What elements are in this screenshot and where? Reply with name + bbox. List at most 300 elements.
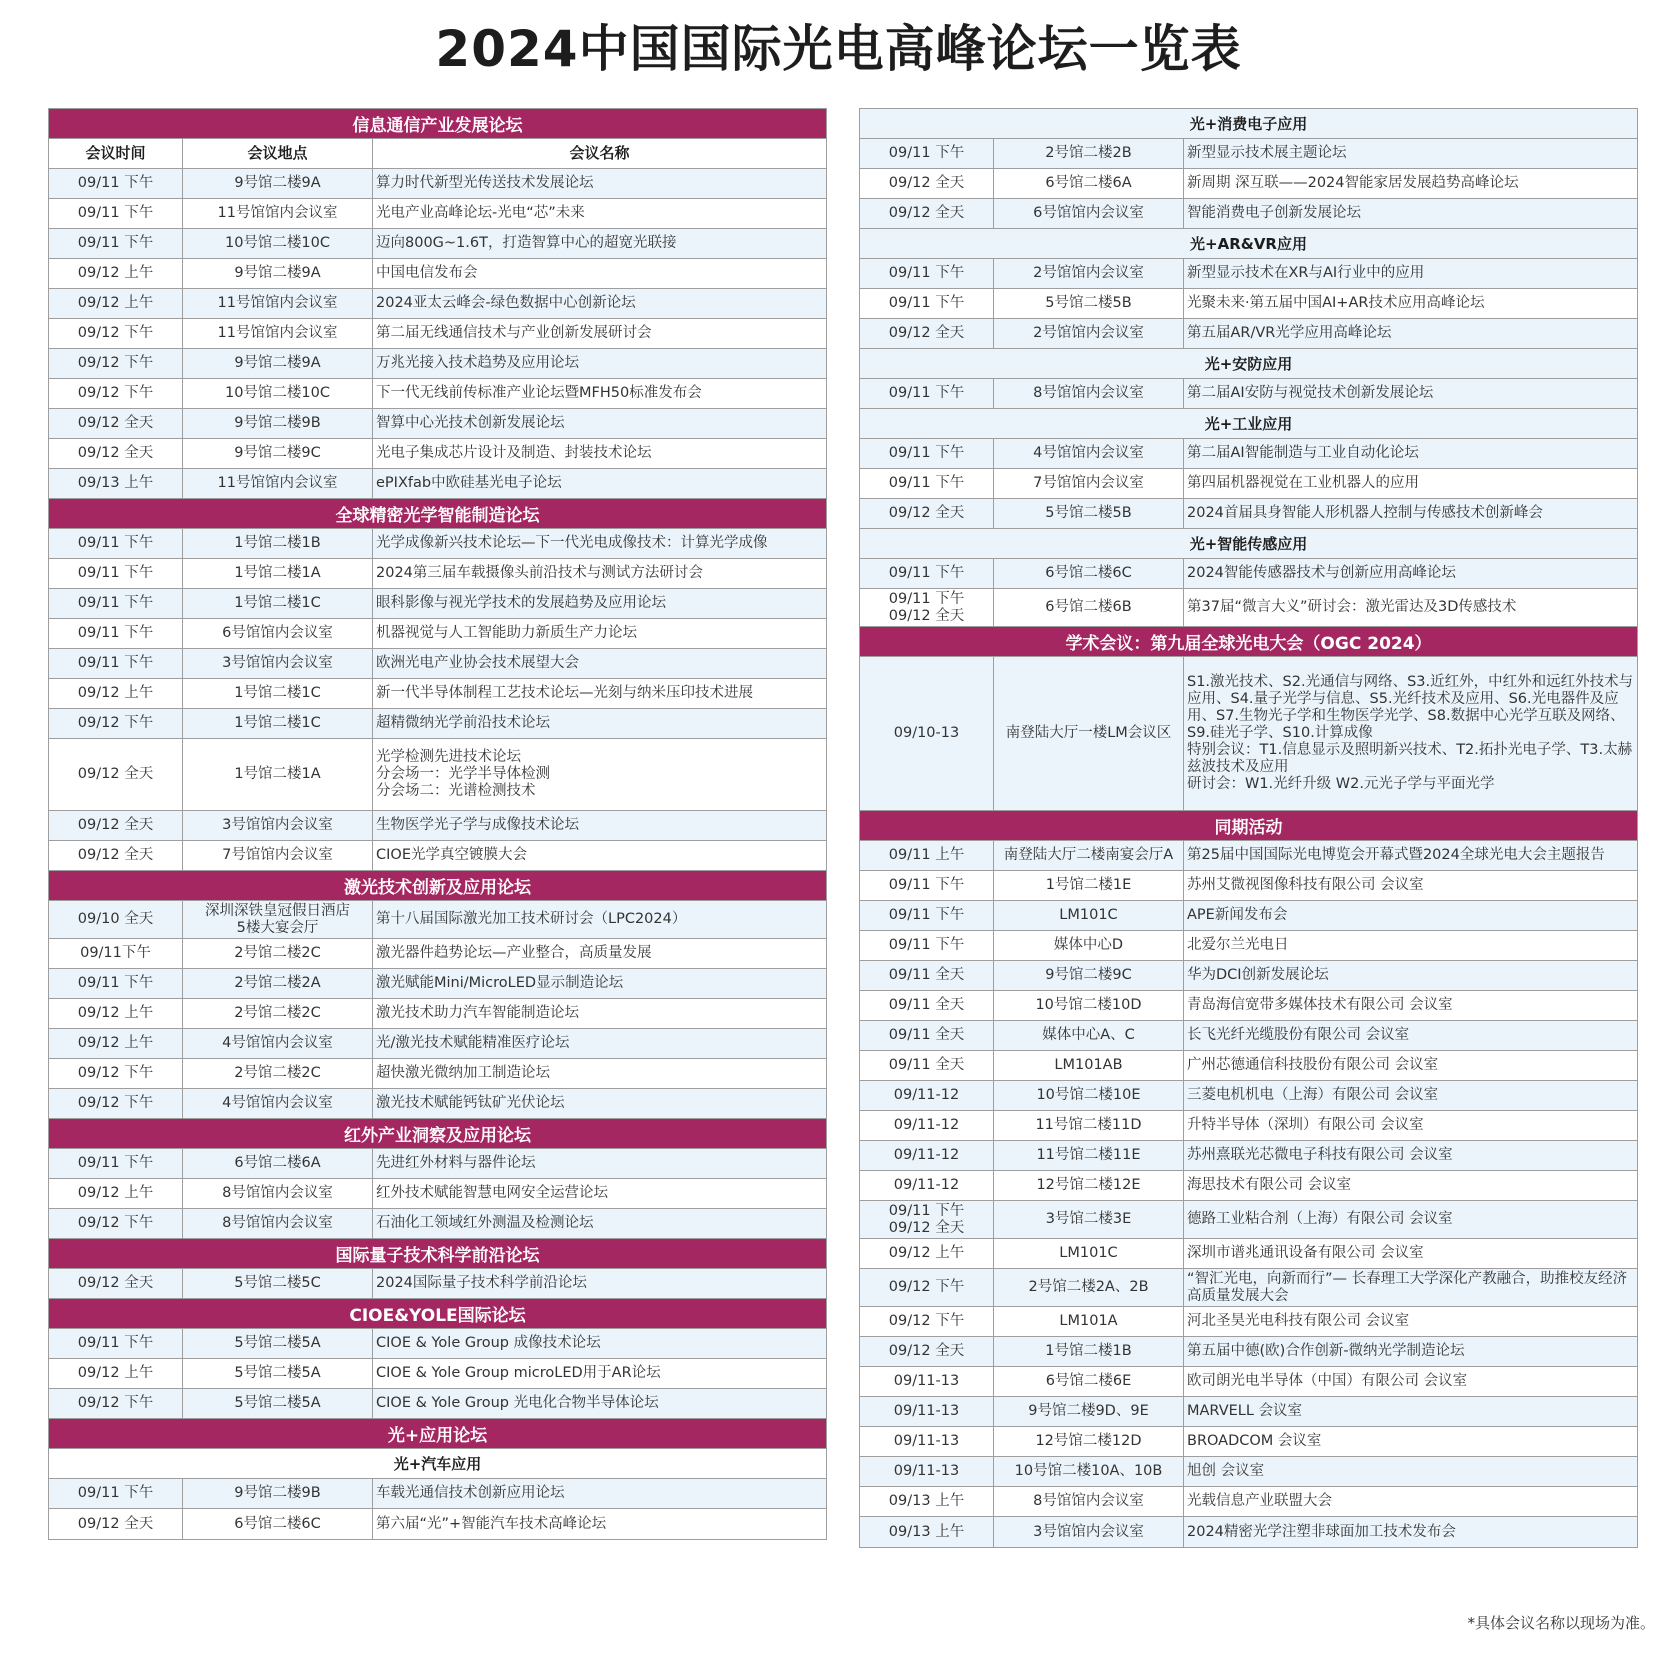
table-row — [49, 649, 826, 679]
meeting-name: 苏州艾微视图像科技有限公司 会议室 — [1187, 877, 1424, 893]
meeting-name: 智能消费电子创新发展论坛 — [1187, 205, 1361, 221]
table-row — [860, 259, 1637, 289]
meeting-location: LM101AB — [994, 1051, 1184, 1080]
table-row — [860, 931, 1637, 961]
meeting-name: 广州芯德通信科技股份有限公司 会议室 — [1187, 1057, 1439, 1073]
section-title: 国际量子技术科学前沿论坛 — [335, 1246, 540, 1266]
table-row — [860, 499, 1637, 529]
table-row — [860, 289, 1637, 319]
meeting-location: 1号馆二楼1C — [183, 709, 373, 738]
table-row — [860, 901, 1637, 931]
meeting-time: 09/11 下午 09/12 全天 — [860, 589, 994, 626]
meeting-location: 6号馆二楼6A — [994, 169, 1184, 198]
table-row — [860, 1457, 1637, 1487]
meeting-time: 09/11 下午 — [49, 199, 183, 228]
meeting-location: 南登陆大厅一楼LM会议区 — [994, 657, 1184, 810]
meeting-time: 09/11 下午 — [860, 289, 994, 318]
meeting-time: 09/11 下午 — [49, 1329, 183, 1358]
table-row — [49, 1089, 826, 1119]
meeting-name: 华为DCI创新发展论坛 — [1187, 967, 1329, 983]
meeting-location: 7号馆馆内会议室 — [994, 469, 1184, 498]
meeting-location: 10号馆二楼10C — [183, 379, 373, 408]
meeting-location: 5号馆二楼5A — [183, 1329, 373, 1358]
subsection-title: 光+智能传感应用 — [1189, 535, 1308, 553]
meeting-name: 超快激光微纳加工制造论坛 — [376, 1065, 550, 1081]
meeting-name: 第二届无线通信技术与产业创新发展研讨会 — [376, 325, 652, 341]
table-row — [860, 589, 1637, 627]
table-row — [49, 559, 826, 589]
meeting-name: 新型显示技术展主题论坛 — [1187, 145, 1347, 161]
table-row — [860, 991, 1637, 1021]
meeting-location: 6号馆二楼6B — [994, 589, 1184, 626]
meeting-time: 09/11 下午 — [860, 259, 994, 288]
meeting-time: 09/12 全天 — [49, 739, 183, 810]
meeting-name: 算力时代新型光传送技术发展论坛 — [376, 175, 594, 191]
meeting-time: 09/12 全天 — [49, 409, 183, 438]
meeting-location: 6号馆馆内会议室 — [183, 619, 373, 648]
section-header — [49, 1419, 826, 1449]
meeting-location: 4号馆馆内会议室 — [183, 1029, 373, 1058]
subsection-title: 光+汽车应用 — [393, 1455, 482, 1473]
section-title: 红外产业洞察及应用论坛 — [344, 1126, 531, 1146]
meeting-time: 09/12 上午 — [49, 259, 183, 288]
meeting-location: 媒体中心A、C — [994, 1021, 1184, 1050]
section-header — [49, 871, 826, 901]
table-row — [860, 319, 1637, 349]
meeting-location: 2号馆二楼2C — [183, 939, 373, 968]
table-row — [49, 1269, 826, 1299]
meeting-name: APE新闻发布会 — [1187, 907, 1288, 923]
meeting-time: 09/12 全天 — [49, 1269, 183, 1298]
meeting-time: 09/12 下午 — [49, 379, 183, 408]
meeting-time: 09/13 上午 — [49, 469, 183, 498]
meeting-name: 光电子集成芯片设计及制造、封装技术论坛 — [376, 445, 652, 461]
meeting-location: 1号馆二楼1B — [994, 1337, 1184, 1366]
meeting-name: 2024精密光学注塑非球面加工技术发布会 — [1187, 1523, 1456, 1540]
meeting-name: 第二届AI智能制造与工业自动化论坛 — [1187, 445, 1419, 461]
meeting-time: 09/11 下午 — [49, 1479, 183, 1508]
section-header — [49, 1299, 826, 1329]
meeting-name: 光聚未来·第五届中国AI+AR技术应用高峰论坛 — [1187, 295, 1485, 311]
meeting-location: 11号馆馆内会议室 — [183, 289, 373, 318]
meeting-time: 09/10-13 — [860, 657, 994, 810]
table-row — [860, 1307, 1637, 1337]
meeting-name: 2024第三届车载摄像头前沿技术与测试方法研讨会 — [376, 565, 703, 581]
meeting-time: 09/12 下午 — [860, 1307, 994, 1336]
meeting-location: 7号馆馆内会议室 — [183, 841, 373, 870]
meeting-location: LM101C — [994, 901, 1184, 930]
table-row — [860, 199, 1637, 229]
table-row — [49, 1179, 826, 1209]
meeting-time: 09/11 下午 — [860, 931, 994, 960]
meeting-time: 09/12 全天 — [860, 319, 994, 348]
meeting-name: 第六届“光”+智能汽车技术高峰论坛 — [376, 1515, 607, 1532]
meeting-time: 09/12 全天 — [49, 1509, 183, 1539]
table-row — [49, 1509, 826, 1539]
meeting-name: 眼科影像与视光学技术的发展趋势及应用论坛 — [376, 595, 666, 611]
meeting-location: 5号馆二楼5B — [994, 289, 1184, 318]
meeting-location: 6号馆二楼6E — [994, 1367, 1184, 1396]
right-table — [859, 108, 1638, 1548]
meeting-time: 09/11下午 — [49, 939, 183, 968]
meeting-name: CIOE & Yole Group 成像技术论坛 — [376, 1335, 601, 1351]
table-row — [860, 1517, 1637, 1547]
table-row — [49, 739, 826, 811]
table-row — [860, 469, 1637, 499]
meeting-time: 09/11 下午 — [860, 139, 994, 168]
meeting-location: 2号馆二楼2C — [183, 1059, 373, 1088]
table-row — [860, 1337, 1637, 1367]
table-row — [49, 289, 826, 319]
meeting-location: 3号馆馆内会议室 — [183, 649, 373, 678]
meeting-name: 激光赋能Mini/MicroLED显示制造论坛 — [376, 975, 624, 991]
meeting-location: 10号馆二楼10C — [183, 229, 373, 258]
table-row — [860, 1239, 1637, 1269]
meeting-location: 11号馆馆内会议室 — [183, 319, 373, 348]
meeting-location: 2号馆二楼2C — [183, 999, 373, 1028]
table-row — [49, 619, 826, 649]
meeting-name: 万兆光接入技术趋势及应用论坛 — [376, 355, 579, 371]
table-row — [49, 1389, 826, 1419]
meeting-name: 光学成像新兴技术论坛—下一代光电成像技术：计算光学成像 — [376, 535, 768, 551]
meeting-name: 德路工业粘合剂（上海）有限公司 会议室 — [1187, 1211, 1453, 1227]
meeting-name: 第五届AR/VR光学应用高峰论坛 — [1187, 325, 1392, 341]
meeting-location: 2号馆二楼2A、2B — [994, 1269, 1184, 1306]
meeting-name: 新周期 深互联——2024智能家居发展趋势高峰论坛 — [1187, 175, 1519, 191]
meeting-name: 青岛海信宽带多媒体技术有限公司 会议室 — [1187, 997, 1453, 1013]
meeting-location: 2号馆馆内会议室 — [994, 259, 1184, 288]
section-header — [49, 499, 826, 529]
meeting-location: 9号馆二楼9A — [183, 349, 373, 378]
section-title: CIOE&YOLE国际论坛 — [349, 1306, 526, 1326]
meeting-name: 激光技术赋能钙钛矿光伏论坛 — [376, 1095, 565, 1111]
meeting-time: 09/10 全天 — [49, 901, 183, 938]
meeting-time: 09/11 下午 — [860, 469, 994, 498]
meeting-time: 09/12 下午 — [49, 1089, 183, 1118]
meeting-name: 长飞光纤光缆股份有限公司 会议室 — [1187, 1027, 1410, 1043]
table-row — [49, 319, 826, 349]
meeting-time: 09/11 下午 — [49, 1149, 183, 1178]
meeting-name: 光学检测先进技术论坛 分会场一：光学半导体检测 分会场二：光谱检测技术 — [376, 749, 550, 799]
table-row — [860, 1171, 1637, 1201]
table-row — [860, 1427, 1637, 1457]
table-row — [49, 811, 826, 841]
subsection-header — [860, 229, 1637, 259]
table-row — [49, 969, 826, 999]
meeting-location: 9号馆二楼9B — [183, 1479, 373, 1508]
meeting-time: 09/12 上午 — [49, 679, 183, 708]
table-row — [860, 1487, 1637, 1517]
meeting-name: 三菱电机机电（上海）有限公司 会议室 — [1187, 1087, 1439, 1103]
meeting-name: CIOE & Yole Group microLED用于AR论坛 — [376, 1365, 661, 1381]
meeting-location: 8号馆馆内会议室 — [994, 379, 1184, 408]
meeting-location: 8号馆馆内会议室 — [994, 1487, 1184, 1516]
meeting-time: 09/12 下午 — [860, 1269, 994, 1306]
meeting-time: 09/11-12 — [860, 1141, 994, 1170]
table-row — [860, 1051, 1637, 1081]
meeting-name: 激光器件趋势论坛—产业整合，高质量发展 — [376, 945, 652, 961]
meeting-name: 红外技术赋能智慧电网安全运营论坛 — [376, 1185, 608, 1201]
meeting-location: 10号馆二楼10E — [994, 1081, 1184, 1110]
section-title: 信息通信产业发展论坛 — [352, 116, 523, 136]
subsection-header — [49, 1449, 826, 1479]
table-row — [49, 1329, 826, 1359]
section-title: 光+应用论坛 — [387, 1426, 488, 1446]
meeting-location: 8号馆馆内会议室 — [183, 1209, 373, 1238]
table-row — [49, 1059, 826, 1089]
meeting-location: 1号馆二楼1C — [183, 679, 373, 708]
subsection-header — [860, 109, 1637, 139]
section-header — [860, 627, 1637, 657]
meeting-name: 第25届中国国际光电博览会开幕式暨2024全球光电大会主题报告 — [1187, 847, 1605, 863]
meeting-time: 09/11 下午 — [860, 439, 994, 468]
meeting-time: 09/11-13 — [860, 1427, 994, 1456]
meeting-name: 河北圣昊光电科技有限公司 会议室 — [1187, 1313, 1410, 1329]
meeting-name: 迈向800G~1.6T，打造智算中心的超宽光联接 — [376, 235, 677, 251]
column-header: 会议名称 — [569, 144, 630, 162]
meeting-time: 09/11 全天 — [860, 1051, 994, 1080]
table-row — [860, 961, 1637, 991]
meeting-location: 5号馆二楼5A — [183, 1389, 373, 1418]
meeting-time: 09/12 上午 — [49, 1359, 183, 1388]
meeting-location: 3号馆二楼3E — [994, 1201, 1184, 1238]
meeting-name: BROADCOM 会议室 — [1187, 1433, 1322, 1449]
meeting-location: 10号馆二楼10D — [994, 991, 1184, 1020]
meeting-location: 12号馆二楼12D — [994, 1427, 1184, 1456]
column-header: 会议地点 — [183, 139, 373, 168]
table-row — [49, 1209, 826, 1239]
meeting-time: 09/12 全天 — [860, 499, 994, 528]
meeting-time: 09/11 全天 — [860, 961, 994, 990]
section-title: 同期活动 — [1214, 818, 1283, 838]
meeting-location: 5号馆二楼5C — [183, 1269, 373, 1298]
section-title: 学术会议：第九届全球光电大会（OGC 2024） — [1065, 634, 1432, 654]
meeting-time: 09/11-13 — [860, 1367, 994, 1396]
meeting-name: 2024首届具身智能人形机器人控制与传感技术创新峰会 — [1187, 505, 1543, 521]
meeting-time: 09/12 上午 — [49, 1179, 183, 1208]
meeting-name: 车载光通信技术创新应用论坛 — [376, 1485, 565, 1501]
meeting-location: 6号馆馆内会议室 — [994, 199, 1184, 228]
meeting-time: 09/11 下午 — [860, 379, 994, 408]
meeting-location: LM101A — [994, 1307, 1184, 1336]
table-row — [860, 1397, 1637, 1427]
table-row — [860, 139, 1637, 169]
meeting-name: 2024国际量子技术科学前沿论坛 — [376, 1275, 587, 1291]
table-row — [860, 439, 1637, 469]
meeting-location: 1号馆二楼1C — [183, 589, 373, 618]
meeting-name: 升特半导体（深圳）有限公司 会议室 — [1187, 1117, 1424, 1133]
meeting-location: 6号馆二楼6C — [183, 1509, 373, 1539]
meeting-time: 09/11-13 — [860, 1397, 994, 1426]
meeting-time: 09/12 全天 — [49, 841, 183, 870]
meeting-name: 光载信息产业联盟大会 — [1187, 1493, 1332, 1509]
meeting-name: 机器视觉与人工智能助力新质生产力论坛 — [376, 625, 637, 641]
table-row — [860, 1081, 1637, 1111]
meeting-name: 激光技术助力汽车智能制造论坛 — [376, 1005, 579, 1021]
meeting-location: 11号馆馆内会议室 — [183, 469, 373, 498]
meeting-time: 09/12 下午 — [49, 709, 183, 738]
meeting-time: 09/11 下午 — [49, 589, 183, 618]
meeting-name: 石油化工领域红外测温及检测论坛 — [376, 1215, 594, 1231]
meeting-time: 09/11 全天 — [860, 1021, 994, 1050]
meeting-name: “智汇光电，向新而行”— 长春理工大学深化产教融合，助推校友经济高质量发展大会 — [1187, 1270, 1628, 1304]
meeting-time: 09/11 下午 — [49, 649, 183, 678]
table-row — [49, 709, 826, 739]
section-header — [49, 1119, 826, 1149]
meeting-name: 新一代半导体制程工艺技术论坛—光刻与纳米压印技术进展 — [376, 685, 753, 701]
meeting-name: 光电产业高峰论坛-光电“芯”未来 — [376, 205, 585, 221]
meeting-time: 09/11 全天 — [860, 991, 994, 1020]
meeting-name: 2024智能传感器技术与创新应用高峰论坛 — [1187, 565, 1456, 581]
meeting-time: 09/11 下午 — [860, 901, 994, 930]
meeting-time: 09/12 下午 — [49, 1059, 183, 1088]
meeting-time: 09/12 上午 — [49, 999, 183, 1028]
table-row — [49, 349, 826, 379]
table-row — [49, 229, 826, 259]
meeting-name: 先进红外材料与器件论坛 — [376, 1155, 536, 1171]
meeting-time: 09/12 上午 — [49, 289, 183, 318]
meeting-name: 超精微纳光学前沿技术论坛 — [376, 715, 550, 731]
meeting-time: 09/12 下午 — [49, 319, 183, 348]
meeting-location: 1号馆二楼1B — [183, 529, 373, 558]
meeting-time: 09/11 下午 — [49, 559, 183, 588]
table-row — [49, 199, 826, 229]
table-row — [49, 939, 826, 969]
subsection-title: 光+消费电子应用 — [1189, 115, 1308, 133]
table-row — [49, 379, 826, 409]
table-row — [49, 1149, 826, 1179]
meeting-location: 9号馆二楼9A — [183, 169, 373, 198]
meeting-location: 3号馆馆内会议室 — [994, 1517, 1184, 1547]
meeting-location: 6号馆二楼6C — [994, 559, 1184, 588]
meeting-name: 第五届中德(欧)合作创新-微纳光学制造论坛 — [1187, 1343, 1465, 1359]
table-row — [860, 559, 1637, 589]
meeting-location: 5号馆二楼5B — [994, 499, 1184, 528]
meeting-location: 南登陆大厅二楼南宴会厅A — [994, 841, 1184, 870]
section-header — [860, 811, 1637, 841]
meeting-location: 4号馆馆内会议室 — [183, 1089, 373, 1118]
meeting-name: 欧洲光电产业协会技术展望大会 — [376, 655, 579, 671]
meeting-time: 09/12 全天 — [860, 199, 994, 228]
table-row — [49, 259, 826, 289]
table-row — [860, 1201, 1637, 1239]
meeting-name: 智算中心光技术创新发展论坛 — [376, 415, 565, 431]
section-header — [49, 1239, 826, 1269]
meeting-time: 09/11 下午 — [49, 529, 183, 558]
table-row — [49, 469, 826, 499]
meeting-location: 1号馆二楼1A — [183, 559, 373, 588]
table-row — [49, 169, 826, 199]
table-row — [49, 999, 826, 1029]
meeting-name: CIOE光学真空镀膜大会 — [376, 847, 527, 863]
meeting-location: 9号馆二楼9C — [183, 439, 373, 468]
meeting-location: 10号馆二楼10A、10B — [994, 1457, 1184, 1486]
meeting-location: 12号馆二楼12E — [994, 1171, 1184, 1200]
meeting-location: 1号馆二楼1A — [183, 739, 373, 810]
table-row — [860, 169, 1637, 199]
meeting-location: 2号馆二楼2A — [183, 969, 373, 998]
meeting-time: 09/12 全天 — [49, 439, 183, 468]
meeting-location: 2号馆馆内会议室 — [994, 319, 1184, 348]
meeting-name: CIOE & Yole Group 光电化合物半导体论坛 — [376, 1395, 659, 1411]
table-row — [860, 379, 1637, 409]
meeting-name: 旭创 会议室 — [1187, 1463, 1265, 1479]
meeting-name: 深圳市谱兆通讯设备有限公司 会议室 — [1187, 1245, 1424, 1261]
table-row — [860, 1111, 1637, 1141]
meeting-time: 09/13 上午 — [860, 1517, 994, 1547]
meeting-name: MARVELL 会议室 — [1187, 1403, 1303, 1419]
meeting-name: 下一代无线前传标准产业论坛暨MFH50标准发布会 — [376, 385, 702, 401]
meeting-location: 8号馆馆内会议室 — [183, 1179, 373, 1208]
meeting-time: 09/11-13 — [860, 1457, 994, 1486]
table-row — [49, 1029, 826, 1059]
meeting-name: S1.激光技术、S2.光通信与网络、S3.近红外，中红外和远红外技术与应用、S4.量子光学与信息、S5.光纤技术及应用、S6.光电器件及应用、S7.生物光子学和生物医学光学、S8.数据中心光学互联及网络、S9.硅光子学、S10.计算成像 特别会议：T1.信息显示及照明新兴技术、T2.拓扑光电子学、T3.太赫兹波技术及应用 研讨会：W1.光纤升级 W2.元光子学与平面光学 — [1187, 674, 1634, 792]
meeting-time: 09/11 下午 09/12 全天 — [860, 1201, 994, 1238]
table-row — [860, 1141, 1637, 1171]
table-row — [49, 439, 826, 469]
meeting-name: 第四届机器视觉在工业机器人的应用 — [1187, 475, 1419, 491]
table-row — [860, 871, 1637, 901]
subsection-header — [860, 409, 1637, 439]
meeting-time: 09/12 上午 — [860, 1239, 994, 1268]
meeting-name: 生物医学光子学与成像技术论坛 — [376, 817, 579, 833]
meeting-name: 海思技术有限公司 会议室 — [1187, 1177, 1352, 1193]
meeting-time: 09/11 下午 — [49, 229, 183, 258]
left-table — [48, 108, 827, 1540]
meeting-time: 09/11 上午 — [860, 841, 994, 870]
footnote: *具体会议名称以现场为准。 — [1467, 1614, 1655, 1632]
meeting-location: 11号馆二楼11D — [994, 1111, 1184, 1140]
meeting-time: 09/11 下午 — [860, 871, 994, 900]
meeting-location: 1号馆二楼1E — [994, 871, 1184, 900]
meeting-location: 媒体中心D — [994, 931, 1184, 960]
column-header: 会议时间 — [49, 139, 183, 168]
meeting-name: ePIXfab中欧硅基光电子论坛 — [376, 475, 562, 491]
table-row — [49, 529, 826, 559]
meeting-time: 09/11 下午 — [49, 969, 183, 998]
table-row — [860, 657, 1637, 811]
meeting-time: 09/12 下午 — [49, 349, 183, 378]
meeting-location: 11号馆二楼11E — [994, 1141, 1184, 1170]
meeting-time: 09/12 全天 — [860, 169, 994, 198]
section-title: 激光技术创新及应用论坛 — [344, 878, 531, 898]
meeting-time: 09/11 下午 — [49, 619, 183, 648]
table-row — [860, 841, 1637, 871]
meeting-time: 09/13 上午 — [860, 1487, 994, 1516]
meeting-time: 09/12 上午 — [49, 1029, 183, 1058]
meeting-name: 欧司朗光电半导体（中国）有限公司 会议室 — [1187, 1373, 1468, 1389]
meeting-time: 09/12 下午 — [49, 1389, 183, 1418]
table-row — [860, 1021, 1637, 1051]
meeting-location: 9号馆二楼9C — [994, 961, 1184, 990]
table-row — [49, 589, 826, 619]
meeting-name: 第十八届国际激光加工技术研讨会（LPC2024） — [376, 911, 687, 927]
column-header-row — [49, 139, 826, 169]
meeting-name: 中国电信发布会 — [376, 265, 478, 281]
meeting-name: 北爱尔兰光电日 — [1187, 937, 1289, 953]
table-row — [860, 1269, 1637, 1307]
meeting-name: 第二届AI安防与视觉技术创新发展论坛 — [1187, 385, 1434, 401]
section-title: 全球精密光学智能制造论坛 — [335, 506, 540, 526]
table-row — [49, 409, 826, 439]
page-title: 2024中国国际光电高峰论坛一览表 — [435, 20, 1242, 78]
meeting-location: 11号馆馆内会议室 — [183, 199, 373, 228]
meeting-location: LM101C — [994, 1239, 1184, 1268]
meeting-name: 苏州熹联光芯微电子科技有限公司 会议室 — [1187, 1147, 1453, 1163]
meeting-location: 4号馆馆内会议室 — [994, 439, 1184, 468]
meeting-name: 新型显示技术在XR与AI行业中的应用 — [1187, 265, 1425, 281]
meeting-location: 深圳深铁皇冠假日酒店 5楼大宴会厅 — [183, 901, 373, 938]
